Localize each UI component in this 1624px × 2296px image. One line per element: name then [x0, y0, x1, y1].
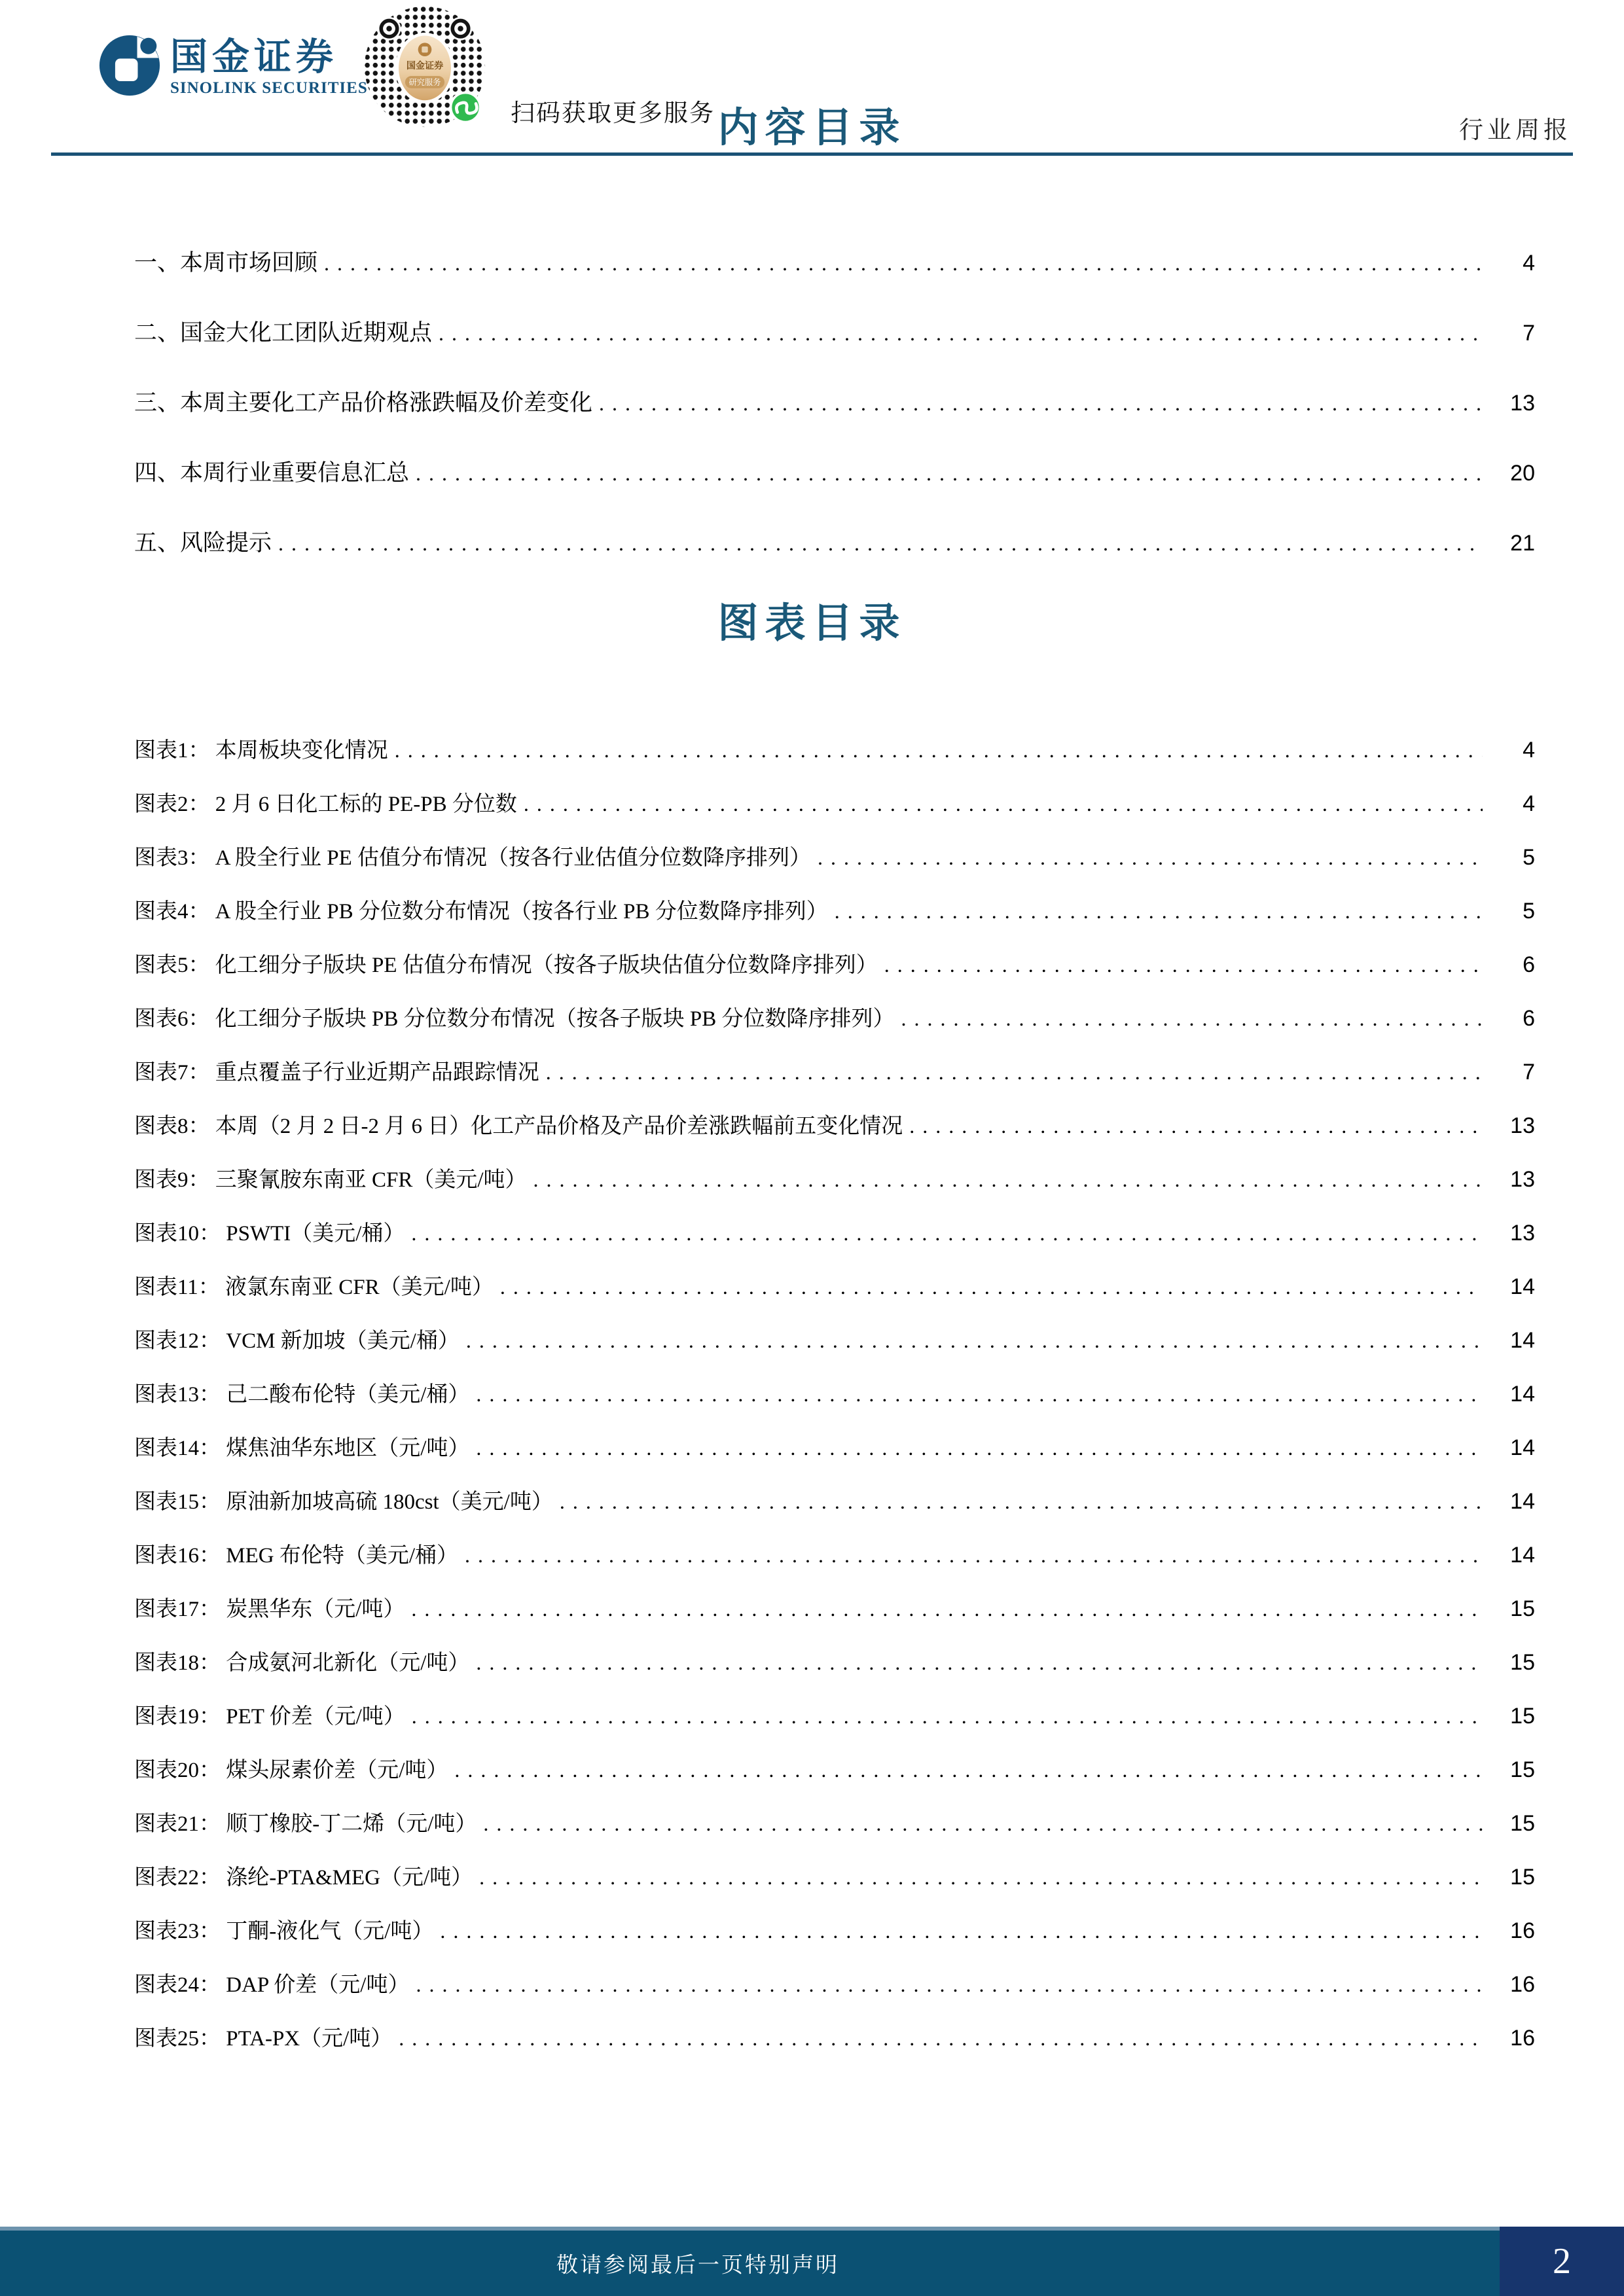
dotted-leader	[476, 1649, 1483, 1681]
figure-entry-page: 14	[1510, 1328, 1535, 1353]
figure-entry[interactable]	[134, 736, 1535, 768]
figure-entry-page: 14	[1510, 1489, 1535, 1514]
figure-entry[interactable]	[134, 1380, 1535, 1412]
figure-entry-label: 图表20： 煤头尿素价差（元/吨）	[134, 1759, 448, 1782]
dotted-leader	[416, 1971, 1483, 2003]
figure-entry-label: 图表21： 顺丁橡胶-丁二烯（元/吨）	[134, 1812, 477, 1836]
figure-entry-page: 14	[1510, 1382, 1535, 1407]
figure-entry[interactable]	[134, 1917, 1535, 1949]
figure-entry-label: 图表5： 化工细分子版块 PE 估值分布情况（按各子版块估值分位数降序排列）	[134, 954, 878, 977]
dotted-leader	[599, 389, 1483, 422]
toc-entry-page: 4	[1523, 251, 1535, 276]
report-type-label: 行业周报	[1459, 117, 1572, 144]
figure-entry-page: 5	[1523, 845, 1535, 870]
figure-entry-label: 图表9： 三聚氰胺东南亚 CFR（美元/吨）	[134, 1168, 527, 1192]
dotted-leader	[399, 2024, 1483, 2056]
figure-entry[interactable]	[134, 790, 1535, 822]
toc-entry-label: 五、风险提示	[134, 530, 272, 556]
svg-text:国金证券: 国金证券	[406, 60, 444, 71]
dotted-leader	[439, 319, 1483, 352]
figure-entry[interactable]	[134, 1112, 1535, 1144]
footer-page-number: 2	[1553, 2241, 1571, 2282]
dotted-leader	[278, 529, 1483, 562]
figure-entry-page: 14	[1510, 1435, 1535, 1460]
figure-entry-page: 16	[1510, 2026, 1535, 2051]
figure-entry-page: 15	[1510, 1757, 1535, 1782]
figure-entry-page: 16	[1510, 1972, 1535, 1997]
svg-text:研究服务: 研究服务	[408, 78, 441, 88]
figure-entry[interactable]	[134, 1702, 1535, 1734]
figure-entry[interactable]	[134, 951, 1535, 983]
figure-entry[interactable]	[134, 1595, 1535, 1627]
dotted-leader	[440, 1917, 1483, 1949]
figure-entry-page: 4	[1523, 738, 1535, 762]
figure-entry-label: 图表25： PTA-PX（元/吨）	[134, 2027, 393, 2051]
page-footer	[0, 2227, 1624, 2296]
toc-entry-page: 13	[1510, 391, 1535, 416]
footer-page-box	[1500, 2227, 1624, 2296]
figure-entry-label: 图表19： PET 价差（元/吨）	[134, 1705, 405, 1729]
figure-entry-label: 图表15： 原油新加坡高硫 180cst（美元/吨）	[134, 1490, 553, 1514]
dotted-leader	[533, 1166, 1483, 1198]
dotted-leader	[476, 1380, 1483, 1412]
figure-entry-label: 图表18： 合成氨河北新化（元/吨）	[134, 1651, 470, 1675]
dotted-leader	[411, 1219, 1483, 1251]
figure-entry-label: 图表16： MEG 布伦特（美元/桶）	[134, 1544, 458, 1568]
dotted-leader	[465, 1541, 1483, 1573]
dotted-leader	[479, 1863, 1483, 1895]
dotted-leader	[411, 1595, 1483, 1627]
figure-entry-label: 图表3： A 股全行业 PE 估值分布情况（按各行业估值分位数降序排列）	[134, 846, 812, 870]
dotted-leader	[395, 736, 1483, 768]
toc-entry-page: 7	[1523, 321, 1535, 346]
figure-entry-label: 图表13： 己二酸布伦特（美元/桶）	[134, 1383, 470, 1407]
figure-entry-label: 图表17： 炭黑华东（元/吨）	[134, 1598, 405, 1621]
figures-title: 图表目录	[717, 601, 907, 646]
figure-entry-page: 13	[1510, 1113, 1535, 1138]
dotted-leader	[454, 1756, 1483, 1788]
figure-entry[interactable]	[134, 1488, 1535, 1520]
figure-entry-page: 6	[1523, 952, 1535, 977]
sinolink-logo-text	[170, 37, 368, 98]
figure-entry[interactable]	[134, 1810, 1535, 1842]
figure-entry-label: 图表11： 液氯东南亚 CFR（美元/吨）	[134, 1276, 494, 1299]
figure-entry-label: 图表10： PSWTI（美元/桶）	[134, 1222, 405, 1246]
dotted-leader	[416, 459, 1483, 492]
figure-entry-label: 图表14： 煤焦油华东地区（元/吨）	[134, 1437, 470, 1460]
figure-entry-label: 图表2： 2 月 6 日化工标的 PE-PB 分位数	[134, 793, 517, 816]
figure-entry-page: 15	[1510, 1650, 1535, 1675]
logo-name-en: SINOLINK SECURITIES	[170, 79, 368, 97]
toc-entry-page: 20	[1510, 461, 1535, 486]
figure-entry[interactable]	[134, 1327, 1535, 1359]
figure-entry[interactable]	[134, 1971, 1535, 2003]
figure-entry[interactable]	[134, 1166, 1535, 1198]
figure-entry[interactable]	[134, 1005, 1535, 1037]
dotted-leader	[324, 249, 1483, 282]
figure-entry-page: 15	[1510, 1596, 1535, 1621]
figures-list	[134, 736, 1535, 2056]
toc-list	[134, 249, 1535, 562]
figure-entry[interactable]	[134, 1541, 1535, 1573]
figure-entry-label: 图表24： DAP 价差（元/吨）	[134, 1973, 410, 1997]
figure-entry-page: 13	[1510, 1167, 1535, 1192]
figure-entry-page: 7	[1523, 1060, 1535, 1085]
figure-entry-label: 图表4： A 股全行业 PB 分位数分布情况（按各行业 PB 分位数降序排列）	[134, 900, 828, 924]
qr-caption: 扫码获取更多服务	[511, 100, 715, 127]
toc-entry[interactable]	[134, 459, 1535, 492]
figure-entry[interactable]	[134, 844, 1535, 876]
figure-entry[interactable]	[134, 1649, 1535, 1681]
figure-entry-label: 图表1： 本周板块变化情况	[134, 739, 388, 762]
dotted-leader	[476, 1434, 1483, 1466]
toc-entry-page: 21	[1510, 531, 1535, 556]
qr-code	[363, 5, 486, 128]
dotted-leader	[524, 790, 1483, 822]
dotted-leader	[560, 1488, 1483, 1520]
toc-entry-label: 一、本周市场回顾	[134, 250, 318, 276]
dotted-leader	[818, 844, 1483, 876]
figure-entry[interactable]	[134, 1434, 1535, 1466]
toc-entry[interactable]	[134, 319, 1535, 352]
figure-entry-label: 图表22： 涤纶-PTA&MEG（元/吨）	[134, 1866, 473, 1890]
figure-entry-page: 4	[1523, 791, 1535, 816]
dotted-leader	[546, 1058, 1483, 1090]
dotted-leader	[500, 1273, 1483, 1305]
figure-entry-page: 16	[1510, 1918, 1535, 1943]
figure-entry-page: 15	[1510, 1704, 1535, 1729]
dotted-leader	[835, 897, 1483, 929]
figure-entry[interactable]	[134, 897, 1535, 929]
dotted-leader	[466, 1327, 1483, 1359]
figure-entry-page: 14	[1510, 1274, 1535, 1299]
figure-entry[interactable]	[134, 1058, 1535, 1090]
dotted-leader	[483, 1810, 1483, 1842]
sinolink-logo-icon	[98, 34, 161, 100]
toc-entry[interactable]	[134, 249, 1535, 282]
figure-entry-page: 15	[1510, 1865, 1535, 1890]
toc-title: 内容目录	[717, 106, 907, 151]
toc-entry-label: 四、本周行业重要信息汇总	[134, 460, 410, 486]
figure-entry-label: 图表8： 本周（2 月 2 日-2 月 6 日）化工产品价格及产品价差涨跌幅前五变化情况	[134, 1115, 903, 1138]
toc-entry-label: 二、国金大化工团队近期观点	[134, 320, 433, 346]
dotted-leader	[909, 1112, 1483, 1144]
page-header	[51, 0, 1573, 156]
dotted-leader	[412, 1702, 1483, 1734]
figure-entry-label: 图表12： VCM 新加坡（美元/桶）	[134, 1329, 460, 1353]
figure-entry-page: 6	[1523, 1006, 1535, 1031]
figure-entry[interactable]	[134, 1219, 1535, 1251]
figure-entry-page: 14	[1510, 1543, 1535, 1568]
figure-entry-label: 图表7： 重点覆盖子行业近期产品跟踪情况	[134, 1061, 539, 1085]
toc-entry[interactable]	[134, 529, 1535, 562]
figure-entry[interactable]	[134, 2024, 1535, 2056]
figure-entry-label: 图表23： 丁酮-液化气（元/吨）	[134, 1920, 434, 1943]
dotted-leader	[901, 1005, 1483, 1037]
footer-disclaimer: 敬请参阅最后一页特别声明	[556, 2253, 839, 2278]
figure-entry-page: 15	[1510, 1811, 1535, 1836]
figure-entry-page: 13	[1510, 1221, 1535, 1246]
sinolink-logo	[98, 34, 368, 100]
figure-entry[interactable]	[134, 1273, 1535, 1305]
figure-entry[interactable]	[134, 1863, 1535, 1895]
figure-entry-page: 5	[1523, 899, 1535, 924]
logo-name-cn: 国金证券	[170, 36, 338, 78]
figure-entry-label: 图表6： 化工细分子版块 PB 分位数分布情况（按各子版块 PB 分位数降序排列）	[134, 1007, 895, 1031]
dotted-leader	[884, 951, 1483, 983]
toc-entry-label: 三、本周主要化工产品价格涨跌幅及价差变化	[134, 390, 593, 416]
toc-entry[interactable]	[134, 389, 1535, 422]
figure-entry[interactable]	[134, 1756, 1535, 1788]
